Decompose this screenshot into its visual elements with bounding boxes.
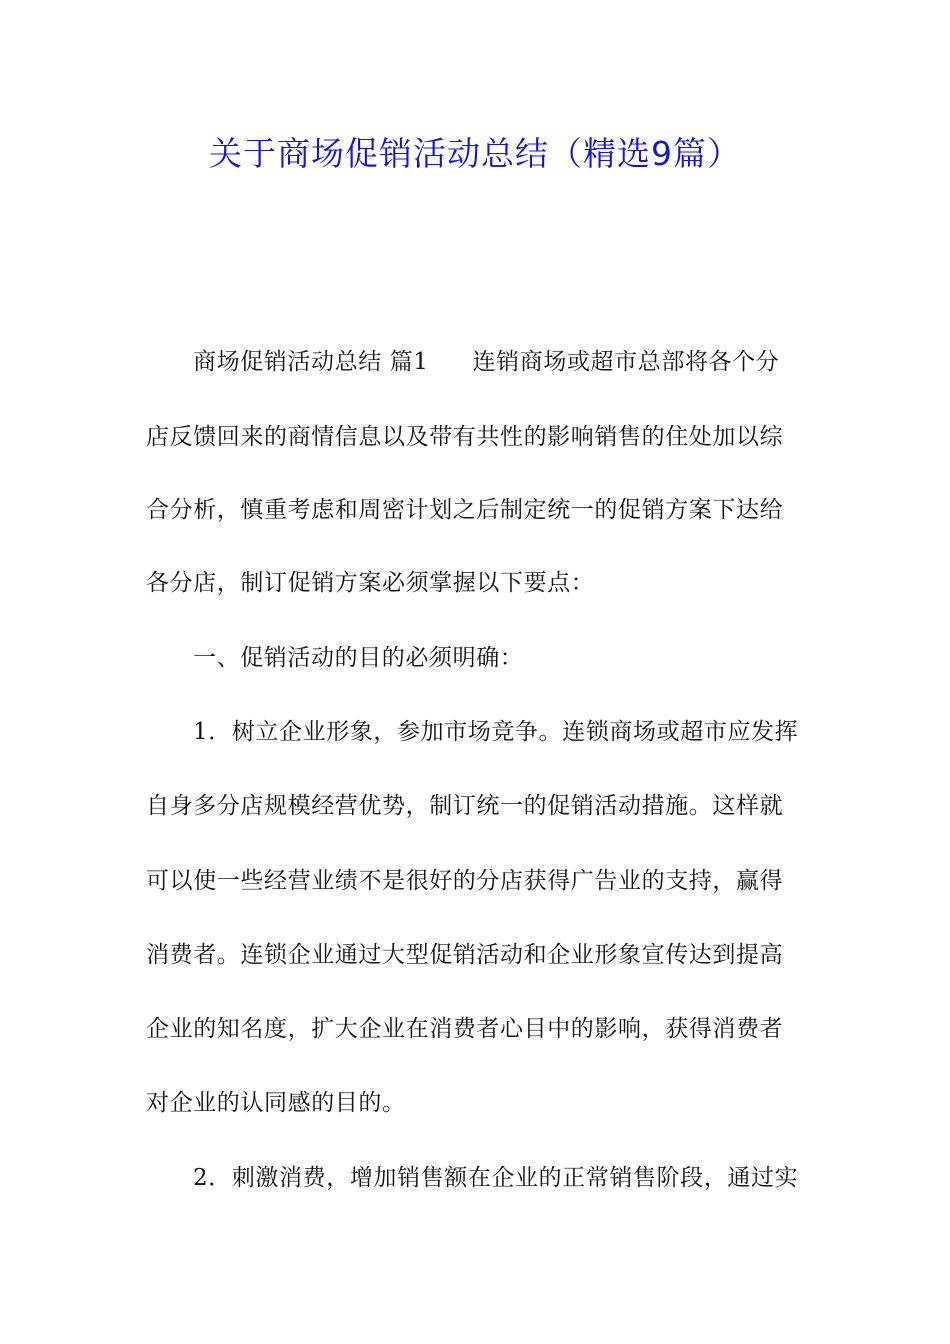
paragraph-line [193,347,863,377]
section-heading: 商场促销活动总结 篇1 [193,349,429,375]
paragraph-line: 自身多分店规模经营优势，制订统一的促销活动措施。这样就 [146,793,784,819]
paragraph-line: 可以使一些经营业绩不是很好的分店获得广告业的支持，赢得 [146,868,784,894]
paragraph-text: 连销商场或超市总部将各个分 [472,349,780,375]
paragraph-line: 对企业的认同感的目的。 [146,1090,406,1116]
paragraph-line: 各分店，制订促销方案必须掌握以下要点： [146,570,595,596]
document-title: 关于商场促销活动总结（精选9篇） [209,134,741,173]
paragraph-line: 企业的知名度，扩大企业在消费者心目中的影响，获得消费者 [146,1016,784,1042]
paragraph-line: 2．刺激消费，增加销售额在企业的正常销售阶段，通过实 [193,1165,799,1191]
paragraph-line: 消费者。连锁企业通过大型促销活动和企业形象宣传达到提高 [146,942,784,968]
paragraph-line: 合分析，慎重考虑和周密计划之后制定统一的促销方案下达给 [146,497,784,523]
paragraph-line: 1．树立企业形象，参加市场竞争。连锁商场或超市应发挥 [193,719,799,745]
paragraph-line: 店反馈回来的商情信息以及带有共性的影响销售的住处加以综 [146,424,784,450]
subheading-line: 一、促销活动的目的必须明确： [193,645,524,671]
